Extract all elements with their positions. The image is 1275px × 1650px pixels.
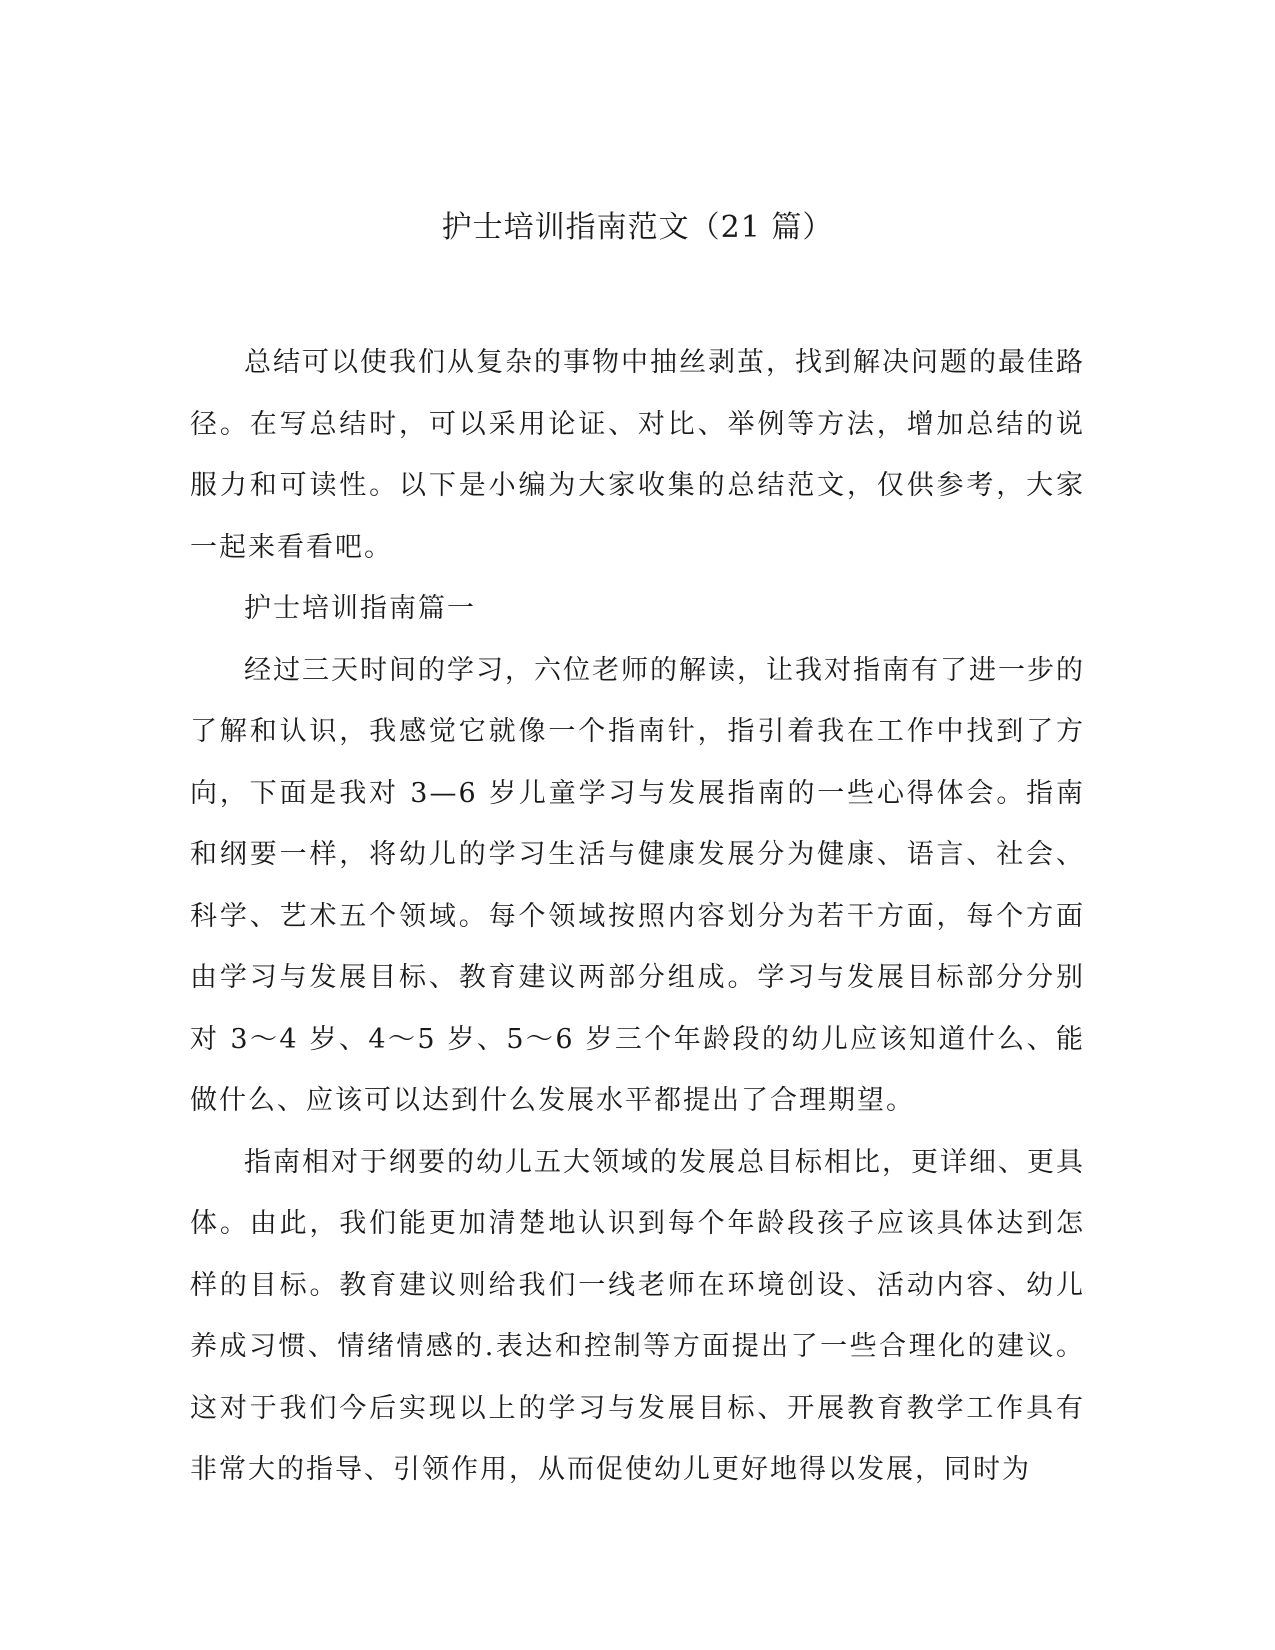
body-paragraph: 指南相对于纲要的幼儿五大领域的发展总目标相比，更详细、更具体。由此，我们能更加清楚地认识到每个年龄段孩子应该具体达到怎样的目标。教育建议则给我们一线老师在环境创设、活动内容、幼儿养成习惯、情绪情感的.表达和控制等方面提出了一些合理化的建议。这对于我们今后实现以上的学习与发展目标、开展教育教学工作具有非常大的指导、引领作用，从而促使幼儿更好地得以发展，同时为 — [190, 1146, 1085, 1485]
intro-paragraph: 总结可以使我们从复杂的事物中抽丝剥茧，找到解决问题的最佳路径。在写总结时，可以采用论证、对比、举例等方法，增加总结的说服力和可读性。以下是小编为大家收集的总结范文，仅供参考，大家一起来看看吧。 — [190, 347, 1085, 563]
document-title: 护士培训指南范文（21 篇） — [441, 210, 834, 245]
section-heading: 护士培训指南篇一 — [244, 593, 476, 624]
body-paragraph: 经过三天时间的学习，六位老师的解读，让我对指南有了进一步的了解和认识，我感觉它就像一个指南针，指引着我在工作中找到了方向，下面是我对 3—6 岁儿童学习与发展指南的一些心得体会。指南和纲要一样，将幼儿的学习生活与健康发展分为健康、语言、社会、科学、艺术五个领域。每个领域按照内容划分为若干方面，每个方面由学习与发展目标、教育建议两部分组成。学习与发展目标部分分别对 3～4 岁、4～5 岁、5～6 岁三个年龄段的幼儿应该知道什么、能做什么、应该可以达到什么发展水平都提出了合理期望。 — [190, 654, 1085, 1116]
document-body — [190, 332, 1085, 1501]
